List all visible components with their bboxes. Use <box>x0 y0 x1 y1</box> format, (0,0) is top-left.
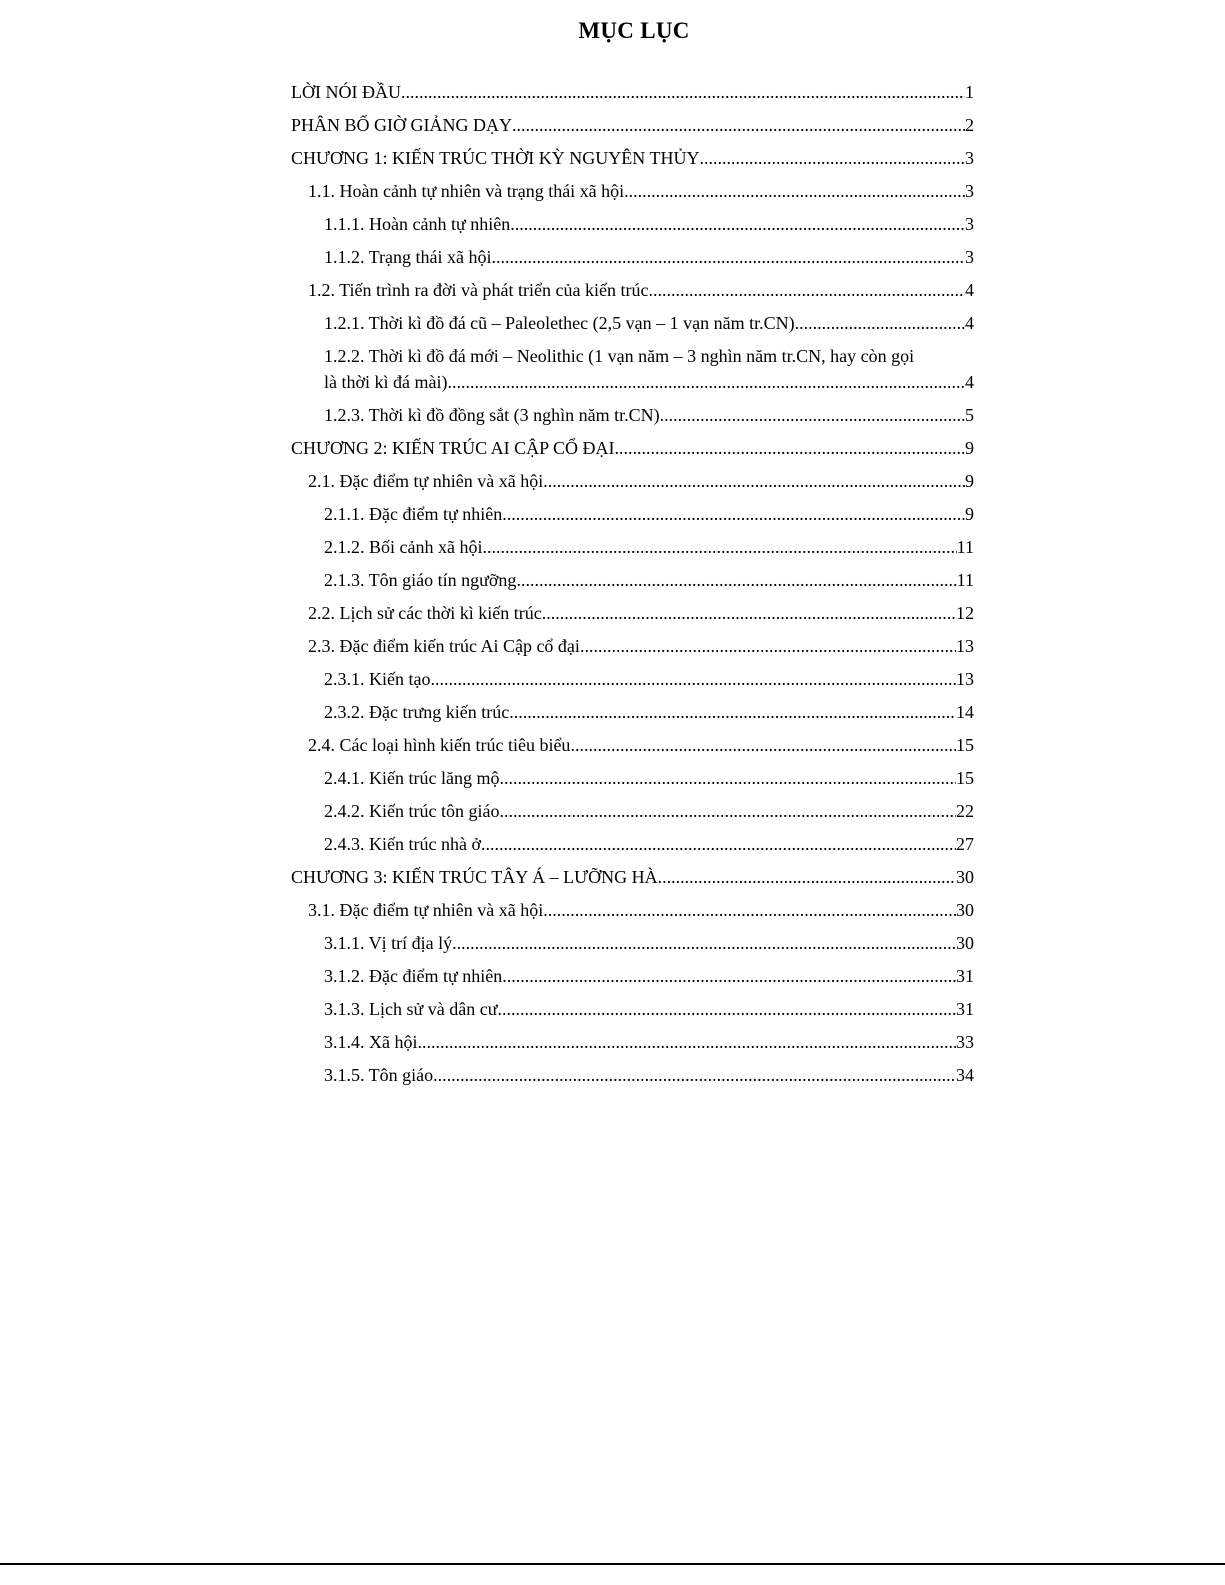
toc-entry-label: PHÂN BỐ GIỜ GIẢNG DẠY <box>291 115 512 135</box>
toc-entry-page: 13 <box>956 669 974 689</box>
toc-leader-dots <box>448 369 966 395</box>
table-of-contents <box>291 79 974 1095</box>
toc-entry-1-2[interactable] <box>291 277 974 310</box>
toc-entry-page: 9 <box>965 504 974 524</box>
toc-leader-dots <box>482 534 956 560</box>
toc-entry-label: 2.1.2. Bối cảnh xã hội <box>324 537 483 557</box>
toc-entry-label: 2.4. Các loại hình kiến trúc tiêu biểu <box>308 735 571 755</box>
toc-entry-1-2-1[interactable] <box>291 310 974 343</box>
toc-entry-page: 33 <box>956 1032 974 1052</box>
toc-entry-2-3-1[interactable] <box>291 666 974 699</box>
toc-entry-2-4[interactable] <box>291 732 974 765</box>
toc-entry-label: 1.1.2. Trạng thái xã hội <box>324 247 492 267</box>
toc-entry-3-1-4[interactable] <box>291 1029 974 1062</box>
toc-entry-page: 3 <box>965 214 974 234</box>
toc-entry-label: 2.3.1. Kiến tạo <box>324 669 431 689</box>
toc-entry-2-4-2[interactable] <box>291 798 974 831</box>
page-bottom-divider <box>0 1563 1225 1565</box>
toc-leader-dots <box>430 666 956 692</box>
toc-entry-label: 2.3.2. Đặc trưng kiến trúc <box>324 702 510 722</box>
toc-leader-dots <box>502 963 956 989</box>
toc-leader-dots <box>510 211 965 237</box>
toc-entry-1-2-3[interactable] <box>291 402 974 435</box>
toc-entry-page: 3 <box>965 247 974 267</box>
toc-leader-dots <box>452 930 956 956</box>
toc-leader-dots <box>418 1029 957 1055</box>
toc-leader-dots <box>648 277 965 303</box>
toc-entry-page: 27 <box>956 834 974 854</box>
toc-entry-label: 2.4.3. Kiến trúc nhà ở <box>324 834 481 854</box>
toc-entry-page: 9 <box>965 471 974 491</box>
toc-entry-label: 1.2. Tiến trình ra đời và phát triển của kiến trúc <box>308 280 649 300</box>
toc-entry-3-1-2[interactable] <box>291 963 974 996</box>
toc-entry-page: 34 <box>956 1065 974 1085</box>
toc-entry-chuong-3[interactable] <box>291 864 974 897</box>
toc-entry-3-1-3[interactable] <box>291 996 974 1029</box>
toc-entry-2-1-3[interactable] <box>291 567 974 600</box>
toc-entry-chuong-2[interactable] <box>291 435 974 468</box>
toc-leader-dots <box>795 310 965 336</box>
toc-entry-label: 2.4.2. Kiến trúc tôn giáo <box>324 801 500 821</box>
toc-entry-2-3[interactable] <box>291 633 974 666</box>
page-title: MỤC LỤC <box>578 18 690 43</box>
toc-entry-1-1-2[interactable] <box>291 244 974 277</box>
toc-entry-label: 2.1.3. Tôn giáo tín ngưỡng <box>324 570 517 590</box>
toc-entry-label: 2.1.1. Đặc điểm tự nhiên <box>324 504 503 524</box>
toc-entry-page: 4 <box>965 280 974 300</box>
toc-entry-2-2[interactable] <box>291 600 974 633</box>
toc-entry-phan-bo-gio-giang-day[interactable] <box>291 112 974 145</box>
toc-entry-label: LỜI NÓI ĐẦU <box>291 82 401 102</box>
toc-leader-dots <box>543 468 965 494</box>
toc-leader-dots <box>481 831 956 857</box>
toc-leader-dots <box>502 501 965 527</box>
toc-entry-page: 22 <box>956 801 974 821</box>
toc-entry-page: 31 <box>956 966 974 986</box>
toc-entry-loi-noi-dau[interactable] <box>291 79 974 112</box>
toc-entry-page: 12 <box>956 603 974 623</box>
toc-leader-dots <box>580 633 956 659</box>
toc-entry-label-line-2: là thời kì đá mài) <box>324 372 448 392</box>
toc-entry-page: 13 <box>956 636 974 656</box>
toc-leader-dots <box>658 864 956 890</box>
toc-entry-page: 30 <box>956 933 974 953</box>
toc-entry-2-1[interactable] <box>291 468 974 501</box>
toc-entry-label: 3.1.1. Vị trí địa lý <box>324 933 453 953</box>
toc-leader-dots <box>499 765 956 791</box>
toc-entry-label: 3.1.5. Tôn giáo <box>324 1065 434 1085</box>
toc-entry-label: 3.1.3. Lịch sử và dân cư <box>324 999 498 1019</box>
toc-entry-page: 3 <box>965 148 974 168</box>
toc-leader-dots <box>660 402 965 428</box>
toc-entry-label: 2.1. Đặc điểm tự nhiên và xã hội <box>308 471 544 491</box>
toc-leader-dots <box>499 798 956 824</box>
toc-entry-label: 1.1.1. Hoàn cảnh tự nhiên <box>324 214 511 234</box>
toc-entry-2-1-2[interactable] <box>291 534 974 567</box>
toc-entry-page: 4 <box>965 372 974 392</box>
toc-entry-1-1[interactable] <box>291 178 974 211</box>
toc-entry-page: 14 <box>956 702 974 722</box>
toc-entry-page: 11 <box>956 570 974 590</box>
toc-entry-1-1-1[interactable] <box>291 211 974 244</box>
toc-entry-page: 9 <box>965 438 974 458</box>
toc-leader-dots <box>433 1062 956 1088</box>
toc-entry-label: 1.1. Hoàn cảnh tự nhiên và trạng thái xã hội <box>308 181 625 201</box>
toc-leader-dots <box>401 79 965 105</box>
toc-leader-dots <box>614 435 965 461</box>
toc-entry-label: CHƯƠNG 3: KIẾN TRÚC TÂY Á – LƯỠNG HÀ <box>291 867 658 887</box>
toc-leader-dots <box>624 178 965 204</box>
toc-entry-label: CHƯƠNG 1: KIẾN TRÚC THỜI KỲ NGUYÊN THỦY <box>291 148 700 168</box>
toc-entry-label: 2.3. Đặc điểm kiến trúc Ai Cập cổ đại <box>308 636 580 656</box>
toc-entry-label: 3.1.2. Đặc điểm tự nhiên <box>324 966 503 986</box>
toc-leader-dots <box>512 112 965 138</box>
toc-leader-dots <box>497 996 956 1022</box>
toc-entry-page: 15 <box>956 768 974 788</box>
toc-entry-page: 2 <box>965 115 974 135</box>
toc-entry-label: 3.1. Đặc điểm tự nhiên và xã hội <box>308 900 544 920</box>
toc-entry-chuong-1[interactable] <box>291 145 974 178</box>
toc-entry-label: 3.1.4. Xã hội <box>324 1032 418 1052</box>
toc-entry-1-2-2[interactable] <box>291 343 974 395</box>
toc-leader-dots <box>516 567 956 593</box>
toc-entry-2-4-1[interactable] <box>291 765 974 798</box>
toc-entry-page: 31 <box>956 999 974 1019</box>
toc-entry-3-1-5[interactable] <box>291 1062 974 1095</box>
toc-entry-page: 15 <box>956 735 974 755</box>
toc-entry-label: 1.2.1. Thời kì đồ đá cũ – Paleolethec (2,5 vạn – 1 vạn năm tr.CN) <box>324 313 795 333</box>
toc-leader-dots <box>543 897 956 923</box>
toc-leader-dots <box>542 600 956 626</box>
toc-entry-2-1-1[interactable] <box>291 501 974 534</box>
toc-entry-3-1[interactable] <box>291 897 974 930</box>
toc-entry-3-1-1[interactable] <box>291 930 974 963</box>
toc-entry-page: 5 <box>965 405 974 425</box>
toc-entry-page: 30 <box>956 900 974 920</box>
toc-entry-label: CHƯƠNG 2: KIẾN TRÚC AI CẬP CỔ ĐẠI <box>291 438 615 458</box>
toc-entry-page: 11 <box>956 537 974 557</box>
toc-leader-dots <box>509 699 956 725</box>
toc-entry-page: 3 <box>965 181 974 201</box>
toc-leader-dots <box>699 145 965 171</box>
toc-entry-page: 4 <box>965 313 974 333</box>
toc-entry-label: 1.2.3. Thời kì đồ đồng sắt (3 nghìn năm tr.CN) <box>324 405 660 425</box>
toc-leader-dots <box>492 244 965 270</box>
toc-entry-2-4-3[interactable] <box>291 831 974 864</box>
toc-entry-page: 30 <box>956 867 974 887</box>
toc-entry-page: 1 <box>965 82 974 102</box>
toc-leader-dots <box>570 732 956 758</box>
toc-entry-label: 2.4.1. Kiến trúc lăng mộ <box>324 768 500 788</box>
toc-entry-label-line-1: 1.2.2. Thời kì đồ đá mới – Neolithic (1 vạn năm – 3 nghìn năm tr.CN, hay còn gọi <box>324 346 915 366</box>
toc-entry-2-3-2[interactable] <box>291 699 974 732</box>
toc-entry-label: 2.2. Lịch sử các thời kì kiến trúc <box>308 603 542 623</box>
